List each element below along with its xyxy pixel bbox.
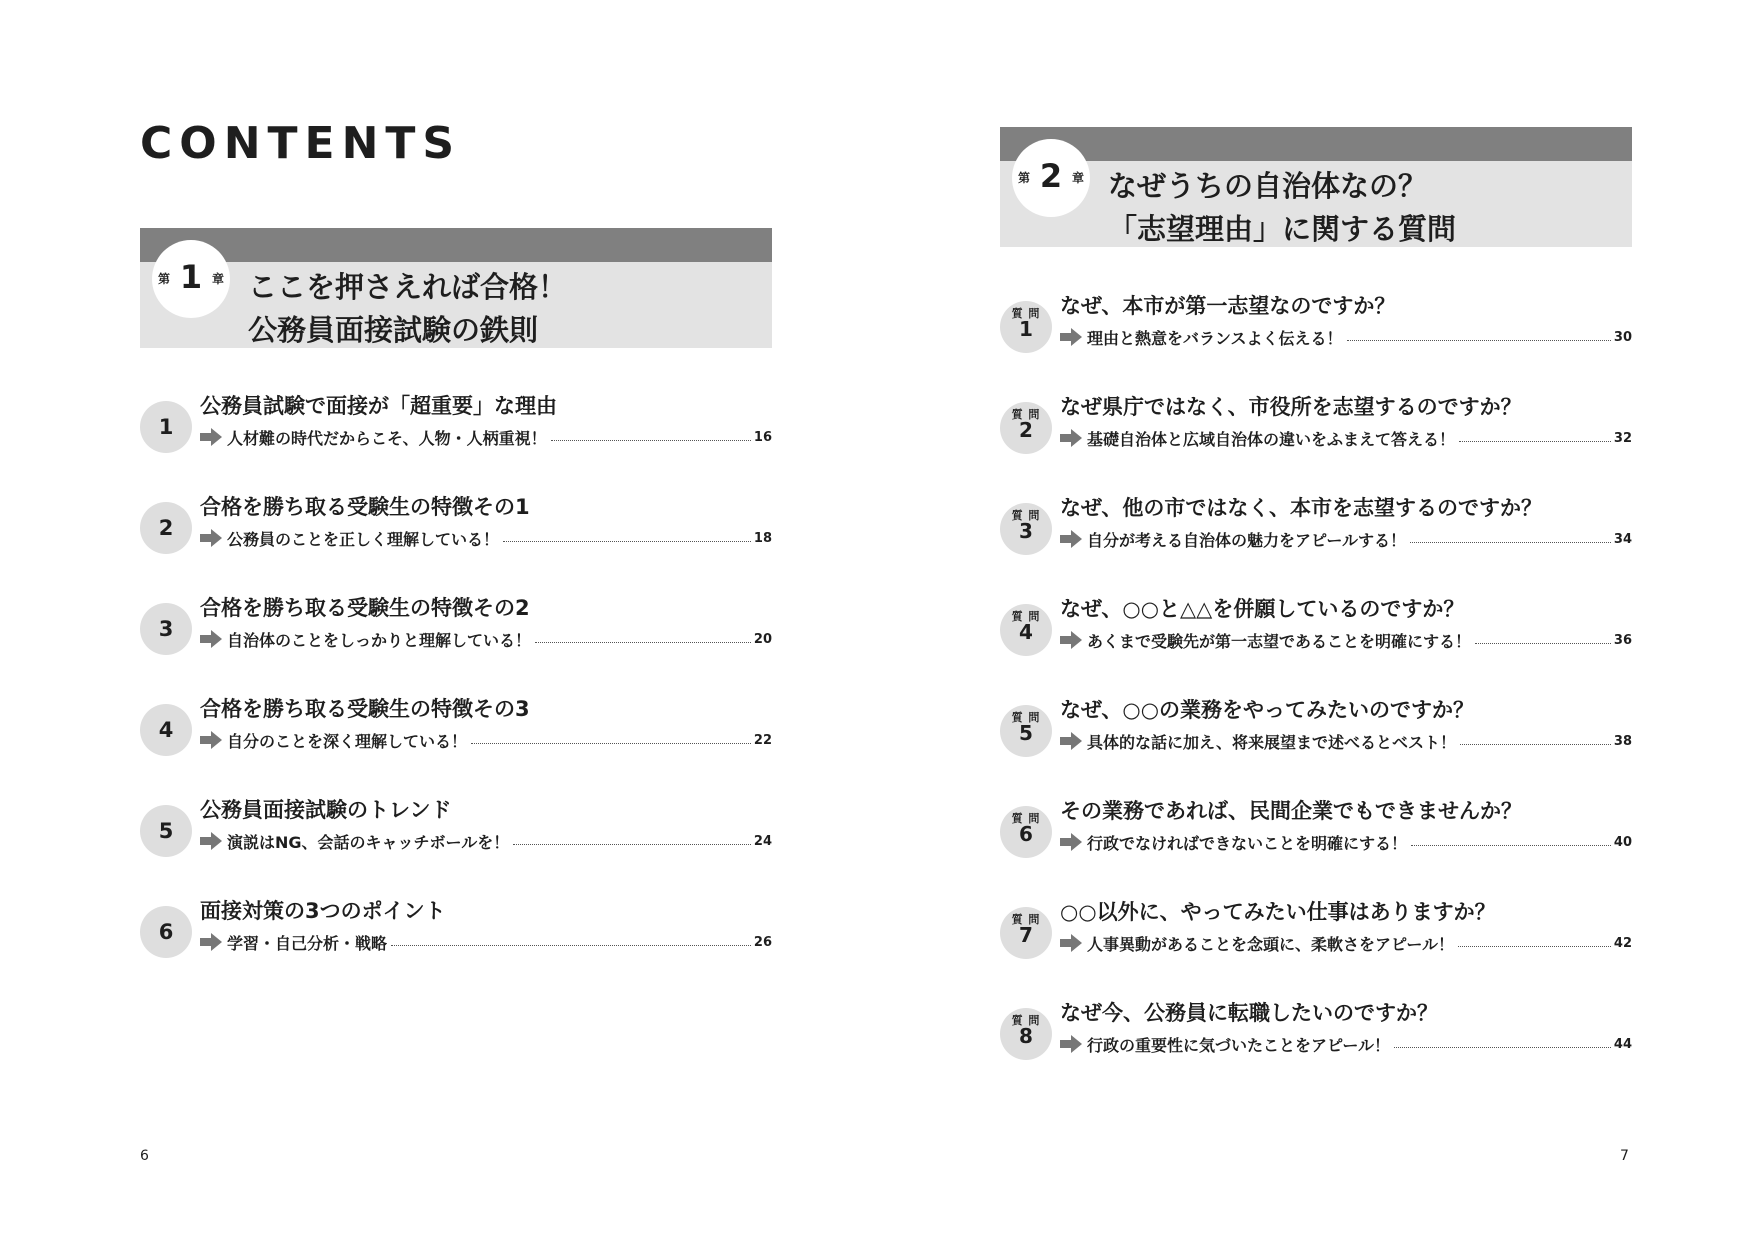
- entry-subtitle: 行政でなければできないことを明確にする！: [1087, 833, 1408, 853]
- entry-subtitle-row: [200, 425, 772, 449]
- question-entry[interactable]: [1000, 899, 1632, 959]
- right-arrow-icon: [1060, 732, 1082, 750]
- chapter-header-band: [140, 228, 772, 262]
- question-label: 質 問: [1011, 711, 1041, 724]
- dot-leader: [1475, 643, 1611, 644]
- section-number-badge: [140, 704, 192, 756]
- question-entry[interactable]: [1000, 293, 1632, 353]
- entry-subtitle-row: [1060, 931, 1632, 955]
- dot-leader: [1411, 845, 1611, 846]
- entry-heading: 公務員面接試験のトレンド: [200, 798, 452, 822]
- question-label: 質 問: [1011, 307, 1041, 320]
- dot-leader: [503, 541, 751, 542]
- dot-leader: [535, 642, 751, 643]
- entry-page-number: 36: [1613, 632, 1632, 648]
- question-number: 7: [1019, 923, 1033, 947]
- question-entry[interactable]: [1000, 394, 1632, 454]
- question-number-badge: [1000, 806, 1052, 858]
- entry-subtitle-row: [1060, 1032, 1632, 1056]
- question-label: 質 問: [1011, 408, 1041, 421]
- right-arrow-icon: [200, 428, 222, 446]
- chapter-number: 1: [179, 258, 203, 296]
- chapter-title: [1108, 165, 1456, 251]
- entry-page-number: 26: [753, 934, 772, 950]
- entry-subtitle-row: [200, 728, 772, 752]
- right-arrow-icon: [1060, 328, 1082, 346]
- entry-page-number: 40: [1613, 834, 1632, 850]
- section-number: 2: [158, 516, 174, 540]
- question-entry[interactable]: [1000, 798, 1632, 858]
- entry-heading: なぜ、本市が第一志望なのですか？: [1060, 294, 1396, 318]
- entry-subtitle: 具体的な話に加え、将来展望まで述べるとベスト！: [1087, 732, 1456, 752]
- section-number-badge: [140, 906, 192, 958]
- entry-page-number: 30: [1613, 329, 1632, 345]
- chapter-suffix: 章: [211, 272, 224, 286]
- entry-subtitle: あくまで受験先が第一志望であることを明確にする！: [1087, 631, 1472, 651]
- chapter-title-line-1: なぜうちの自治体なの？: [1108, 169, 1428, 203]
- section-number: 6: [158, 920, 174, 944]
- page-number-right: 7: [1620, 1148, 1629, 1164]
- chapter-title-line-1: ここを押さえれば合格！: [248, 270, 568, 304]
- right-arrow-icon: [1060, 934, 1082, 952]
- entry-subtitle: 演説はNG、会話のキャッチボールを！: [227, 832, 510, 852]
- right-arrow-icon: [200, 731, 222, 749]
- section-number: 1: [158, 415, 174, 439]
- entry-page-number: 44: [1613, 1036, 1632, 1052]
- question-number-badge: [1000, 604, 1052, 656]
- question-entry[interactable]: [1000, 697, 1632, 757]
- entry-subtitle: 自分のことを深く理解している！: [227, 731, 468, 751]
- entry-heading: 合格を勝ち取る受験生の特徴その1: [200, 495, 530, 519]
- entry-page-number: 18: [753, 530, 772, 546]
- chapter-suffix: 章: [1071, 171, 1084, 185]
- entry-heading: なぜ県庁ではなく、市役所を志望するのですか？: [1060, 395, 1522, 419]
- dot-leader: [1394, 1047, 1611, 1048]
- entry-subtitle: 理由と熱意をバランスよく伝える！: [1087, 328, 1343, 348]
- entry-subtitle-row: [1060, 830, 1632, 854]
- entry-subtitle-row: [200, 829, 772, 853]
- entry-heading: 合格を勝ち取る受験生の特徴その2: [200, 596, 530, 620]
- chapter-number: 2: [1039, 157, 1063, 195]
- right-arrow-icon: [200, 933, 222, 951]
- question-number-badge: [1000, 1008, 1052, 1060]
- entry-subtitle: 人材難の時代だからこそ、人物・人柄重視！: [227, 428, 547, 448]
- dot-leader: [471, 743, 751, 744]
- contents-title: CONTENTS: [140, 118, 462, 169]
- dot-leader: [1347, 340, 1611, 341]
- question-entry[interactable]: [1000, 596, 1632, 656]
- entry-page-number: 32: [1613, 430, 1632, 446]
- section-entry[interactable]: [140, 898, 772, 958]
- entry-heading: ○○以外に、やってみたい仕事はありますか？: [1060, 900, 1496, 924]
- section-entry[interactable]: [140, 494, 772, 554]
- dot-leader: [551, 440, 751, 441]
- question-label: 質 問: [1011, 509, 1041, 522]
- section-entry[interactable]: [140, 595, 772, 655]
- section-number: 3: [158, 617, 174, 641]
- entry-page-number: 20: [753, 631, 772, 647]
- entry-subtitle: 自分が考える自治体の魅力をアピールする！: [1087, 530, 1407, 550]
- chapter-prefix: 第: [158, 272, 171, 286]
- section-number: 5: [158, 819, 174, 843]
- entry-heading: なぜ今、公務員に転職したいのですか？: [1060, 1001, 1438, 1025]
- question-number: 8: [1019, 1024, 1033, 1048]
- entry-page-number: 38: [1613, 733, 1632, 749]
- question-number: 6: [1019, 822, 1033, 846]
- question-number-badge: [1000, 705, 1052, 757]
- entry-subtitle-row: [1060, 527, 1632, 551]
- right-arrow-icon: [1060, 429, 1082, 447]
- entry-subtitle-row: [1060, 729, 1632, 753]
- question-number-badge: [1000, 907, 1052, 959]
- question-number: 2: [1019, 418, 1033, 442]
- right-arrow-icon: [1060, 1035, 1082, 1053]
- entry-subtitle: 人事異動があることを念頭に、柔軟さをアピール！: [1087, 934, 1455, 954]
- chapter-title-line-2: 公務員面接試験の鉄則: [248, 313, 539, 347]
- question-label: 質 問: [1011, 1014, 1041, 1027]
- section-entry[interactable]: [140, 696, 772, 756]
- right-arrow-icon: [1060, 530, 1082, 548]
- dot-leader: [391, 945, 751, 946]
- chapter-title-line-2: 「志望理由」に関する質問: [1108, 212, 1457, 246]
- question-entry[interactable]: [1000, 1000, 1632, 1060]
- question-number-badge: [1000, 503, 1052, 555]
- section-entry[interactable]: [140, 393, 772, 453]
- question-number: 5: [1019, 721, 1033, 745]
- right-arrow-icon: [1060, 631, 1082, 649]
- entry-subtitle: 自治体のことをしっかりと理解している！: [227, 630, 532, 650]
- entry-page-number: 42: [1613, 935, 1632, 951]
- question-number-badge: [1000, 402, 1052, 454]
- entry-heading: なぜ、○○と△△を併願しているのですか？: [1060, 597, 1465, 621]
- section-number-badge: [140, 502, 192, 554]
- question-number: 4: [1019, 620, 1033, 644]
- question-number: 3: [1019, 519, 1033, 543]
- entry-subtitle-row: [200, 627, 772, 651]
- entry-subtitle-row: [1060, 426, 1632, 450]
- chapter-number-badge: [1012, 139, 1090, 217]
- question-label: 質 問: [1011, 913, 1041, 926]
- entry-subtitle: 公務員のことを正しく理解している！: [227, 529, 500, 549]
- chapter-title: [248, 266, 567, 352]
- section-number-badge: [140, 603, 192, 655]
- entry-heading: 合格を勝ち取る受験生の特徴その3: [200, 697, 530, 721]
- page-number-left: 6: [140, 1148, 149, 1164]
- question-number-badge: [1000, 301, 1052, 353]
- section-number-badge: [140, 401, 192, 453]
- entry-page-number: 16: [753, 429, 772, 445]
- right-arrow-icon: [200, 832, 222, 850]
- entry-page-number: 22: [753, 732, 772, 748]
- question-label: 質 問: [1011, 812, 1041, 825]
- entry-subtitle-row: [200, 930, 772, 954]
- dot-leader: [1410, 542, 1611, 543]
- right-arrow-icon: [200, 630, 222, 648]
- entry-page-number: 34: [1613, 531, 1632, 547]
- right-arrow-icon: [1060, 833, 1082, 851]
- entry-subtitle-row: [1060, 325, 1632, 349]
- entry-subtitle: 行政の重要性に気づいたことをアピール！: [1087, 1035, 1391, 1055]
- chapter-1-header: [140, 228, 772, 348]
- entry-heading: 公務員試験で面接が「超重要」な理由: [200, 394, 557, 418]
- dot-leader: [1460, 744, 1611, 745]
- chapter-prefix: 第: [1018, 171, 1031, 185]
- entry-heading: その業務であれば、民間企業でもできませんか？: [1060, 799, 1522, 823]
- dot-leader: [1459, 441, 1611, 442]
- entry-heading: なぜ、○○の業務をやってみたいのですか？: [1060, 698, 1475, 722]
- dot-leader: [513, 844, 751, 845]
- entry-heading: 面接対策の3つのポイント: [200, 899, 446, 923]
- question-number: 1: [1019, 317, 1033, 341]
- entry-subtitle: 学習・自己分析・戦略: [227, 933, 388, 953]
- entry-page-number: 24: [753, 833, 772, 849]
- chapter-2-header: [1000, 127, 1632, 247]
- chapter-header-band: [1000, 127, 1632, 161]
- section-number: 4: [158, 718, 174, 742]
- dot-leader: [1458, 946, 1611, 947]
- section-number-badge: [140, 805, 192, 857]
- right-arrow-icon: [200, 529, 222, 547]
- chapter-number-badge: [152, 240, 230, 318]
- entry-subtitle: 基礎自治体と広域自治体の違いをふまえて答える！: [1087, 429, 1456, 449]
- section-entry[interactable]: [140, 797, 772, 857]
- entry-heading: なぜ、他の市ではなく、本市を志望するのですか？: [1060, 496, 1542, 520]
- question-label: 質 問: [1011, 610, 1041, 623]
- entry-subtitle-row: [1060, 628, 1632, 652]
- entry-subtitle-row: [200, 526, 772, 550]
- question-entry[interactable]: [1000, 495, 1632, 555]
